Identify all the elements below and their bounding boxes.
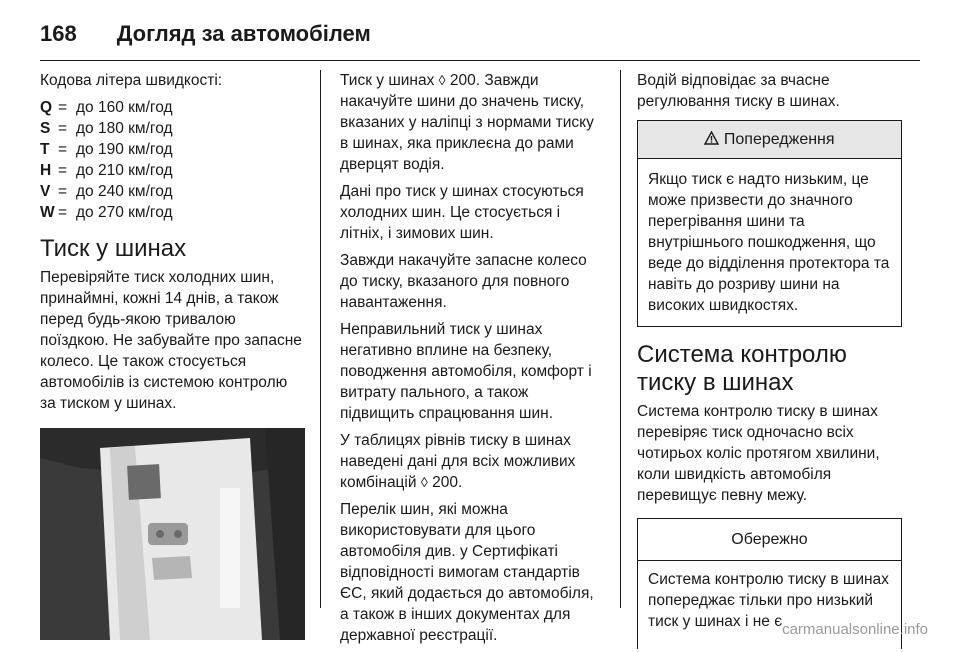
speed-code-equals: = xyxy=(58,183,68,200)
column-divider xyxy=(620,70,621,608)
speed-code-letter: V xyxy=(40,183,51,200)
speed-code-value: до 180 км/год xyxy=(76,120,173,137)
speed-code-value: до 190 км/год xyxy=(76,141,173,158)
warning-text: Якщо тиск є надто низьким, це може призвести до значного перегрівання шини та внутрішнього пошкодження, що веде до відділення протектора та навіть до розриву шини на високих швидкостях. xyxy=(648,171,890,314)
warning-triangle-icon xyxy=(704,131,723,148)
speed-code-value: до 210 км/год xyxy=(76,162,173,179)
section-heading-tpms: Система контролю тиску в шинах xyxy=(637,341,847,396)
page-ref-icon[interactable]: ◊ xyxy=(438,72,446,88)
speed-intro: Кодова літера швидкості: xyxy=(40,72,223,89)
header-rule xyxy=(40,60,920,61)
speed-code-letter: H xyxy=(40,162,52,179)
page-title: Догляд за автомобілем xyxy=(116,21,371,46)
section-heading-tire-pressure: Тиск у шинах xyxy=(40,235,187,262)
speed-code-letter: W xyxy=(40,204,55,221)
speed-code-equals: = xyxy=(58,99,68,116)
page-number: 168 xyxy=(40,21,77,46)
door-frame-illustration xyxy=(40,428,305,640)
caution-title: Обережно xyxy=(638,519,901,561)
speed-code-letter: Q xyxy=(40,99,53,116)
watermark: carmanualsonline.info xyxy=(782,621,928,638)
speed-code-value: до 160 км/год xyxy=(76,99,173,116)
speed-code-value: до 240 км/год xyxy=(76,183,173,200)
tire-pressure-paragraph: Перевіряйте тиск холодних шин, принаймні, кожні 14 днів, а також перед будь-якою тривалою поїздкою. Не забувайте про запасне колесо. Це також стосується автомобілів із системою контролю за тиском у шинах. xyxy=(40,269,302,412)
paragraph-2: Дані про тиск у шинах стосуються холодних шин. Це стосується і літніх, і зимових шин. xyxy=(340,183,584,242)
paragraph-1: Тиск у шинах ◊ 200. Завжди накачуйте шини до значень тиску, вказаних у наліпці з нормами тиску в шинах, яка приклеєна до рами дверцят водія. xyxy=(340,72,594,173)
paragraph-5: У таблицях рівнів тиску в шинах наведені дані для всіх можливих комбінацій ◊ 200. xyxy=(340,432,576,491)
page-header xyxy=(40,14,371,54)
warning-title: Попередження xyxy=(723,131,835,148)
speed-code-table xyxy=(40,97,305,223)
speed-code-equals: = xyxy=(58,120,68,137)
tpms-paragraph: Система контролю тиску в шинах перевіряє тиск одночасно всіх чотирьох коліс протягом хвилини, коли швидкість автомобіля перевищує певну межу. xyxy=(637,403,880,504)
caution-text: Система контролю тиску в шинах попереджає тільки про низький тиск у шинах і не є xyxy=(648,571,889,630)
speed-code-letter: T xyxy=(40,141,50,158)
column-divider xyxy=(320,70,321,608)
column-middle xyxy=(340,70,603,652)
speed-code-letter: S xyxy=(40,120,51,137)
speed-code-equals: = xyxy=(58,162,68,179)
column-right xyxy=(637,70,902,649)
driver-responsibility-paragraph: Водій відповідає за вчасне регулювання тиску в шинах. xyxy=(637,72,840,110)
speed-code-equals: = xyxy=(58,141,68,158)
paragraph-3: Завжди накачуйте запасне колесо до тиску, вказаного для повного навантаження. xyxy=(340,252,587,311)
paragraph-4: Неправильний тиск у шинах негативно вплине на безпеку, поводження автомобіля, комфорт і витрату пального, а також підвищить спрацювання шин. xyxy=(340,321,592,422)
paragraph-6: Перелік шин, які можна використовувати для цього автомобіля див. у Сертифікаті відповідності вимогам стандартів ЄС, який додається до автомобіля, а також в інших документах для державної реєстрації. xyxy=(340,501,594,644)
warning-header xyxy=(638,121,901,159)
speed-code-equals: = xyxy=(58,204,68,221)
warning-box xyxy=(637,120,902,327)
door-frame-photo xyxy=(40,428,305,640)
page-ref-icon[interactable]: ◊ xyxy=(420,474,428,490)
speed-code-value: до 270 км/год xyxy=(76,204,173,221)
column-left xyxy=(40,70,305,640)
